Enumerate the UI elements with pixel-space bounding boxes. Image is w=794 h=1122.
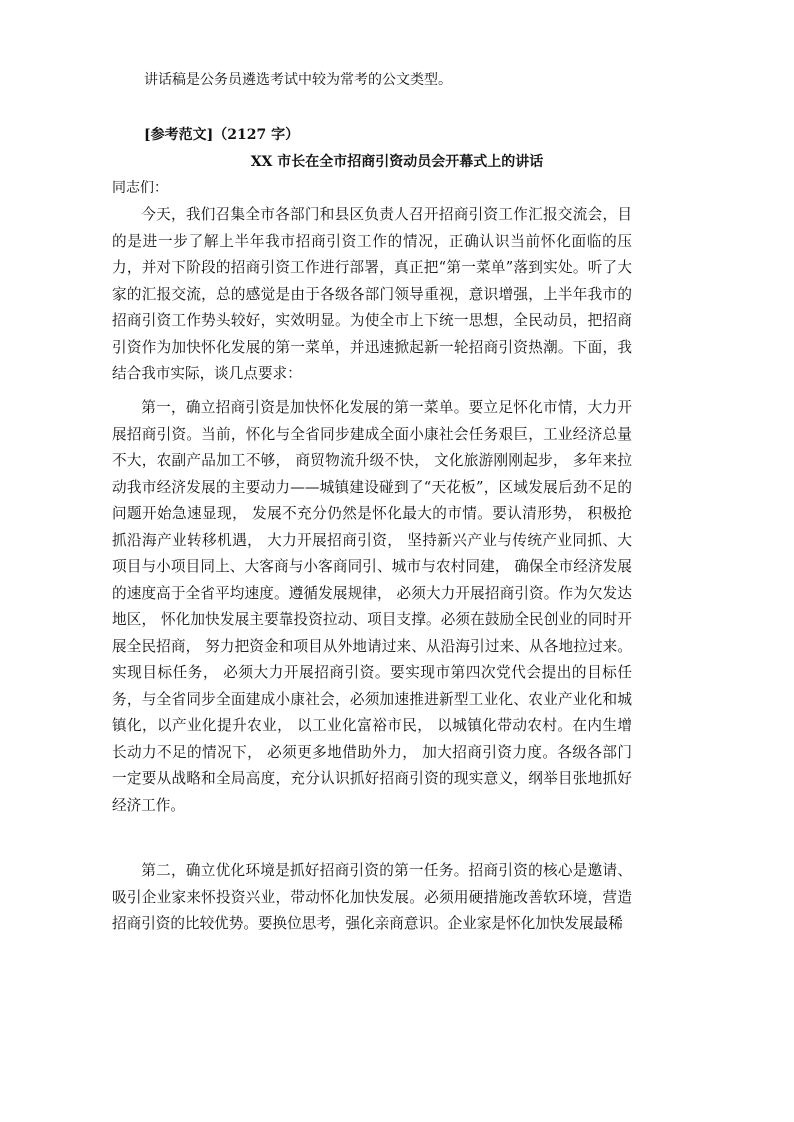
reference-label: [参考范文]（2127 字） — [144, 127, 300, 143]
salutation: 同志们： — [112, 180, 168, 196]
intro-text: 讲话稿是公务员遴选考试中较为常考的公文类型。 — [144, 72, 452, 88]
speech-title: XX 市长在全市招商引资动员会开幕式上的讲话 — [250, 154, 544, 170]
paragraph-second-point: 第二，确立优化环境是抓好招商引资的第一任务。招商引资的核心是邀请、吸引企业家来怀投资兴业，带动怀化加快发展。必须用硬措施改善软环境，营造招商引资的比较优势。要换位思考，强化亲商意识。企业家是怀化加快发展最稀 — [112, 862, 632, 932]
paragraph-first-point: 第一，确立招商引资是加快怀化发展的第一菜单。要立足怀化市情，大力开展招商引资。当前，怀化与全省同步建成全面小康社会任务艰巨，工业经济总量不大，农副产品加工不够， 商贸物流升级不快， 文化旅游刚刚起步， 多年来拉动我市经济发展的主要动力——城镇建设碰到了“天花板”，区域发展后劲不足的问题开始急速显现， 发展不充分仍然是怀化最大的市情。要认清形势， 积极抢抓沿海产业转移机遇， 大力开展招商引资， 坚持新兴产业与传统产业同抓、大项目与小项目同上、大客商与小客商同引、城市与农村同建， 确保全市经济发展的速度高于全省平均速度。遵循发展规律， 必须大力开展招商引资。作为欠发达地区， 怀化加快发展主要靠投资拉动、项目支撑。必须在鼓励全民创业的同时开展全民招商， 努力把资金和项目从外地请过来、从沿海引过来、从各地拉过来。实现目标任务， 必须大力开展招商引资。要实现市第四次党代会提出的目标任务，与全省同步全面建成小康社会，必须加速推进新型工业化、农业产业化和城镇化，以产业化提升农业， 以工业化富裕市民， 以城镇化带动农村。在内生增长动力不足的情况下， 必须更多地借助外力， 加大招商引资力度。各级各部门一定要从战略和全局高度，充分认识抓好招商引资的现实意义，纲举目张地抓好经济工作。 — [112, 399, 632, 814]
paragraph-opening: 今天，我们召集全市各部门和县区负责人召开招商引资工作汇报交流会，目的是进一步了解上半年我市招商引资工作的情况，正确认识当前怀化面临的压力，并对下阶段的招商引资工作进行部署，真正把“第一菜单”落到实处。听了大家的汇报交流，总的感觉是由于各级各部门领导重视，意识增强，上半年我市的招商引资工作势头较好，实效明显。为使全市上下统一思想，全民动员，把招商引资作为加快怀化发展的第一菜单，并迅速掀起新一轮招商引资热潮。下面，我结合我市实际，谈几点要求： — [112, 206, 632, 382]
